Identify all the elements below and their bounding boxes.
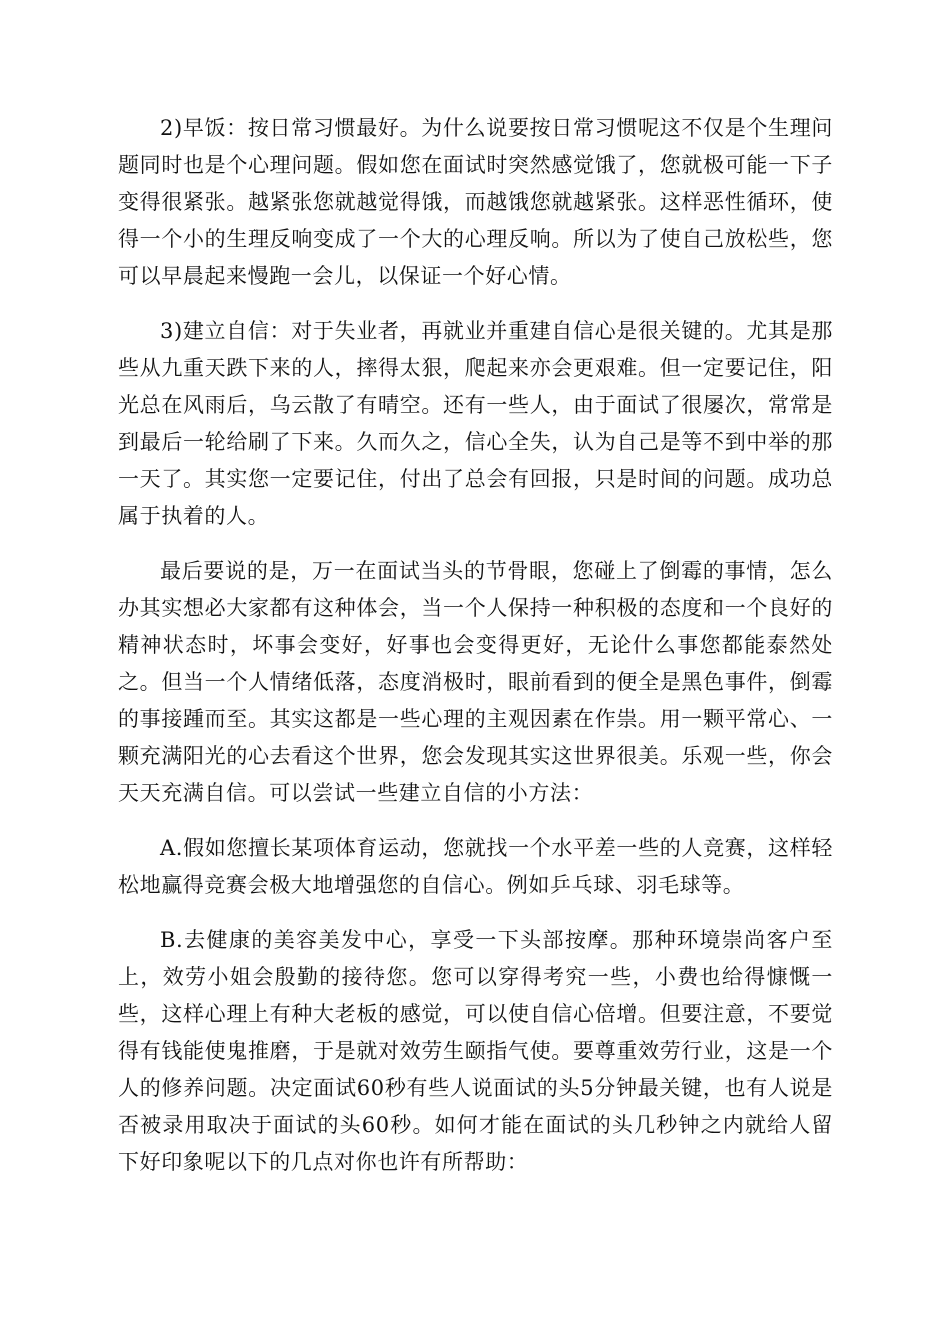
paragraph-breakfast: 2)早饭：按日常习惯最好。为什么说要按日常习惯呢这不仅是个生理问题同时也是个心理问题。假如您在面试时突然感觉饿了，您就极可能一下子变得很紧张。越紧张您就越觉得饿，而越饿您就越紧张。这样恶性循环，使得一个小的生理反响变成了一个大的心理反响。所以为了使自己放松些，您可以早晨起来慢跑一会儿，以保证一个好心情。	[118, 116, 833, 288]
paragraph-tip-a: A.假如您擅长某项体育运动，您就找一个水平差一些的人竞赛，这样轻松地赢得竞赛会极大地增强您的自信心。例如乒乓球、羽毛球等。	[118, 836, 833, 897]
paragraph-bad-luck: 最后要说的是，万一在面试当头的节骨眼，您碰上了倒霉的事情，怎么办其实想必大家都有这种体会，当一个人保持一种积极的态度和一个良好的精神状态时，坏事会变好，好事也会变得更好，无论什么事您都能泰然处之。但当一个人情绪低落，态度消极时，眼前看到的便全是黑色事件，倒霉的事接踵而至。其实这都是一些心理的主观因素在作祟。用一颗平常心、一颗充满阳光的心去看这个世界，您会发现其实这世界很美。乐观一些，你会天天充满自信。可以尝试一些建立自信的小方法：	[118, 559, 833, 805]
paragraph-build-confidence: 3)建立自信：对于失业者，再就业并重建自信心是很关键的。尤其是那些从九重天跌下来的人，摔得太狠，爬起来亦会更艰难。但一定要记住，阳光总在风雨后，乌云散了有晴空。还有一些人，由于面试了很屡次，常常是到最后一轮给刷了下来。久而久之，信心全失，认为自己是等不到中举的那一天了。其实您一定要记住，付出了总会有回报，只是时间的问题。成功总属于执着的人。	[118, 319, 833, 528]
document-page	[118, 110, 833, 1199]
paragraph-tip-b: B.去健康的美容美发中心，享受一下头部按摩。那种环境崇尚客户至上，效劳小姐会殷勤的接待您。您可以穿得考究一些，小费也给得慷慨一些，这样心理上有种大老板的感觉，可以使自信心倍增。但要注意，不要觉得有钱能使鬼推磨，于是就对效劳生颐指气使。要尊重效劳行业，这是一个人的修养问题。决定面试60秒有些人说面试的头5分钟最关键，也有人说是否被录用取决于面试的头60秒。如何才能在面试的头几秒钟之内就给人留下好印象呢以下的几点对你也许有所帮助：	[118, 928, 833, 1174]
